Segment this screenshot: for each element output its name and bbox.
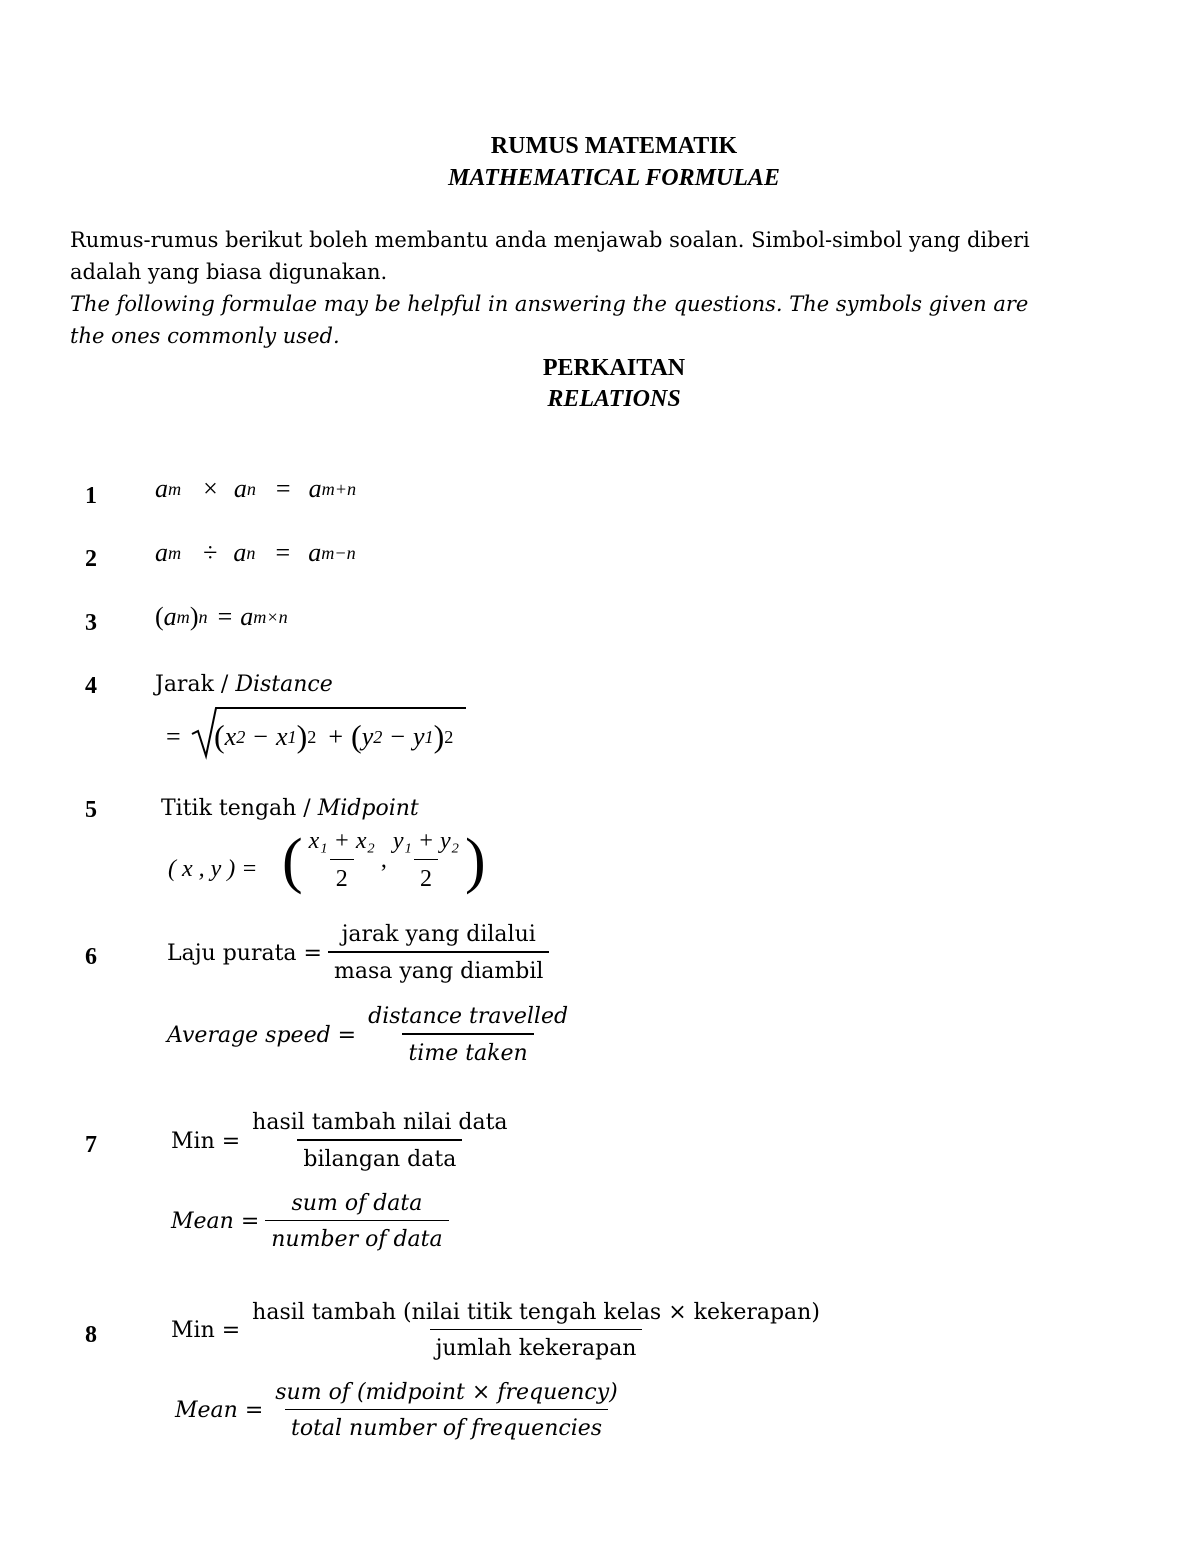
formula-3: ( a m ) n = a m×n — [155, 602, 288, 631]
formula-1: a m × a n = a m+n — [155, 474, 357, 503]
formula-1-number: 1 — [85, 483, 97, 509]
formula-5-number: 5 — [85, 797, 97, 823]
formula-6-en: Average speed = $\frac{\text{distance travelled}}{\text{time taken}}$ — [167, 1004, 569, 1066]
formula-4-number: 4 — [85, 673, 97, 699]
formula-6-ms: Laju purata = $\frac{\text{jarak yang dilalui}}{\text{masa yang diambil}}$ — [167, 922, 549, 984]
formula-2: a m ÷ a n = a m−n — [155, 538, 356, 567]
formula-4-radicand: ( x 2 − x 1 ) 2 + ( y 2 − y 1 ) 2 — [214, 718, 454, 754]
section-title: PERKAITAN — [542, 355, 686, 381]
formula-7-number: 7 — [85, 1132, 97, 1158]
intro-ms-line2: adalah yang biasa digunakan. — [70, 260, 388, 284]
formula-2-number: 2 — [85, 546, 97, 572]
page-title: RUMUS MATEMATIK — [490, 133, 738, 159]
formula-8-en: Mean = $\frac{\text{sum of (midpoint × frequency)}}{\text{total number of frequencies}}$ — [175, 1380, 618, 1441]
page-subtitle: MATHEMATICAL FORMULAE — [448, 165, 780, 191]
formula-5-lhs: ( x , y ) = — [168, 856, 258, 882]
formula-7-ms: Min = $\frac{\text{hasil tambah nilai data}}{\text{bilangan data}}$ — [171, 1110, 508, 1172]
formula-4-equals: = — [166, 722, 181, 751]
formula-8-number: 8 — [85, 1322, 97, 1348]
intro-ms-line1: Rumus-rumus berikut boleh membantu anda menjawab soalan. Simbol-simbol yang diberi — [70, 228, 1030, 252]
formula-4-label: Jarak / Distance — [155, 672, 333, 697]
formula-5-rhs: ( $\frac{\text{x₁ + x₂}}{2}$ , $\frac{\text{y₁ + y₂}}{2}$ ) — [282, 826, 486, 895]
section-subtitle: RELATIONS — [547, 386, 681, 412]
intro-en-line2: the ones commonly used. — [70, 324, 340, 348]
formula-8-ms: Min = $\frac{\text{hasil tambah (nilai titik tengah kelas × kekerapan)}}{\text{jumlah kekerapan}}$ — [171, 1300, 820, 1361]
formula-6-number: 6 — [85, 944, 97, 970]
formula-7-en: Mean = $\frac{\text{sum of data}}{\text{number of data}}$ — [171, 1191, 449, 1252]
intro-en-line1: The following formulae may be helpful in answering the questions. The symbols given are — [70, 292, 1029, 316]
formula-3-number: 3 — [85, 610, 97, 636]
formula-5-label: Titik tengah / Midpoint — [161, 796, 419, 821]
